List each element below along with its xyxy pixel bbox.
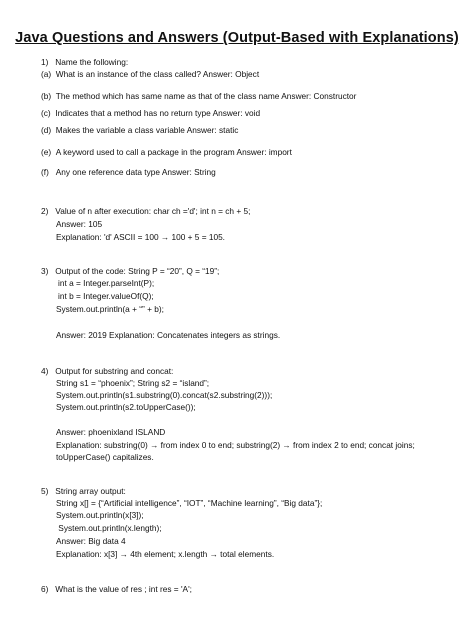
q5-code-line-2: System.out.println(x[3]); [56, 510, 144, 520]
q4-explanation-line-2: toUpperCase() capitalizes. [56, 452, 154, 462]
q4-answer: Answer: phoenixland ISLAND [56, 427, 166, 437]
q6-heading: 6) What is the value of res ; int res = 'A'; [41, 584, 192, 594]
q4-code-line-3: System.out.println(s2.toUpperCase()); [56, 402, 196, 412]
page-title: Java Questions and Answers (Output-Based with Explanations) [15, 30, 459, 46]
q4-code-line-1: String s1 = “phoenix”; String s2 = “island”; [56, 378, 210, 388]
q4-code-line-2: System.out.println(s1.substring(0).concat(s2.substring(2))); [56, 390, 273, 400]
q5-explanation: Explanation: x[3] → 4th element; x.length → total elements. [56, 549, 275, 559]
q3-code-line-1: int a = Integer.parseInt(P); [58, 278, 155, 288]
q5-answer: Answer: Big data 4 [56, 536, 126, 546]
q1-item-f: (f) Any one reference data type Answer: String [41, 167, 216, 177]
q2-heading: 2) Value of n after execution: char ch ='d'; int n = ch + 5; [41, 206, 251, 216]
q2-explanation: Explanation: 'd' ASCII = 100 → 100 + 5 = 105. [56, 232, 225, 242]
q4-explanation-line-1: Explanation: substring(0) → from index 0 to end; substring(2) → from index 2 to end; concat joins; [56, 440, 415, 450]
q1-item-c: (c) Indicates that a method has no return type Answer: void [41, 108, 261, 118]
q2-answer: Answer: 105 [56, 219, 103, 229]
q4-heading: 4) Output for substring and concat: [41, 366, 174, 376]
q3-heading: 3) Output of the code: String P = “20”, Q = “19”; [41, 266, 220, 276]
q5-code-line-1: String x[] = {“Artificial intelligence”, “IOT”, “Machine learning”, “Big data”}; [56, 498, 323, 508]
q3-code-line-2: int b = Integer.valueOf(Q); [58, 291, 154, 301]
q5-heading: 5) String array output: [41, 486, 126, 496]
q1-item-e: (e) A keyword used to call a package in the program Answer: import [41, 147, 292, 157]
q3-code-line-3: System.out.println(a + “” + b); [56, 304, 164, 314]
q1-item-b: (b) The method which has same name as that of the class name Answer: Constructor [41, 91, 357, 101]
q1-heading: 1) Name the following: [41, 57, 129, 67]
q1-item-a: (a) What is an instance of the class called? Answer: Object [41, 69, 260, 79]
q3-answer: Answer: 2019 Explanation: Concatenates integers as strings. [56, 330, 281, 340]
q1-item-d: (d) Makes the variable a class variable Answer: static [41, 125, 239, 135]
q5-code-line-3: System.out.println(x.length); [56, 523, 162, 533]
